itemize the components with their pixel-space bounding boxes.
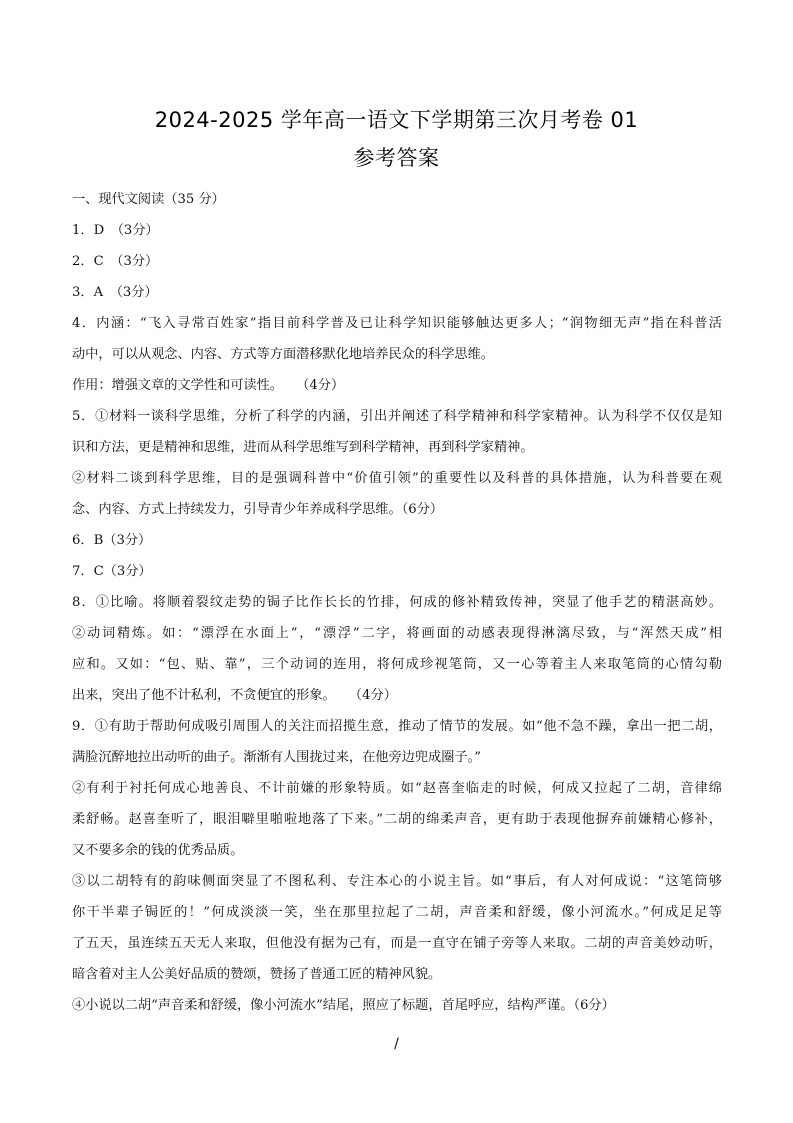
page-footer-mark: / bbox=[394, 1036, 399, 1052]
answer-9-line-6: ③以二胡特有的韵味侧面突显了不图私利、专注本心的小说主旨。如“事后，有人对何成说：“这笔筒够 bbox=[72, 874, 722, 889]
answer-body bbox=[72, 184, 722, 1021]
document-title: 2024-2025 学年高一语文下学期第三次月考卷 01 bbox=[154, 108, 639, 132]
answer-line-1: 1．D （3分） bbox=[72, 223, 159, 238]
answer-9-line-4: 柔舒畅。赵喜奎听了，眼泪噼里啪啦地落了下来。”二胡的绵柔声音，更有助于表现他摒弃前嫌精心修补， bbox=[72, 812, 722, 827]
answer-9-line-9: 暗含着对主人公美好品质的赞颂，赞扬了普通工匠的精神风貌。 bbox=[72, 967, 442, 982]
answer-line-3: 3．A （3分） bbox=[72, 285, 158, 300]
answer-9-line-3: ②有利于衬托何成心地善良、不计前嫌的形象特质。如“赵喜奎临走的时候，何成又拉起了二胡，音律绵 bbox=[72, 781, 722, 796]
answer-8-line-1: 8．①比喻。将顺着裂纹走势的锔子比作长长的竹排，何成的修补精致传神，突显了他手艺的精湛高妙。 bbox=[72, 595, 722, 610]
answer-line-6: 6．B（3分） bbox=[72, 533, 152, 548]
answer-5-line-1: 5．①材料一谈科学思维，分析了科学的内涵，引出并阐述了科学精神和科学家精神。认为科学不仅仅是知 bbox=[72, 409, 722, 424]
answer-4-line-1: 4．内涵：“飞入寻常百姓家”指目前科学普及已让科学知识能够触达更多人；“润物细无声”指在科普活 bbox=[72, 316, 722, 331]
document-subtitle: 参考答案 bbox=[353, 146, 440, 170]
answer-4-line-2: 动中，可以从观念、内容、方式等方面潜移默化地培养民众的科学思维。 bbox=[72, 347, 494, 362]
answer-8-line-4: 出来，突出了他不计私利，不贪便宜的形象。 （4分） bbox=[72, 688, 397, 703]
answer-9-line-2: 满脸沉醉地拉出动听的曲子。渐渐有人围拢过来，在他旁边兜成圈子。” bbox=[72, 750, 481, 765]
answer-5-line-2: 识和方法，更是精神和思维，进而从科学思维写到科学精神，再到科学家精神。 bbox=[72, 440, 534, 455]
answer-9-line-1: 9．①有助于帮助何成吸引周围人的关注而招揽生意，推动了情节的发展。如“他不急不躁，拿出一把二胡， bbox=[72, 719, 722, 734]
answer-5-line-3: ②材料二谈到科学思维，目的是强调科普中“价值引领”的重要性以及科普的具体措施，认为科普要在观 bbox=[72, 471, 722, 486]
answer-9-line-8: 了五天，虽连续五天无人来取，但他没有据为己有，而是一直守在铺子旁等人来取。二胡的声音美妙动听， bbox=[72, 936, 722, 951]
answer-4-line-3: 作用：增强文章的文学性和可读性。 （4分） bbox=[72, 378, 345, 393]
answer-8-line-2: ②动词精炼。如：“漂浮在水面上”，“漂浮”二字，将画面的动感表现得淋漓尽致，与“浑然天成”相 bbox=[72, 626, 722, 641]
section-heading: 一、现代文阅读（35 分） bbox=[72, 192, 225, 207]
answer-9-line-5: 又不要多余的钱的优秀品质。 bbox=[72, 843, 244, 858]
answer-line-7: 7．C（3分） bbox=[72, 564, 152, 579]
answer-9-line-10: ④小说以二胡“声音柔和舒缓，像小河流水”结尾，照应了标题，首尾呼应，结构严谨。（6分） bbox=[72, 998, 615, 1013]
answer-9-line-7: 你干半辈子锔匠的！”何成淡淡一笑，坐在那里拉起了二胡，声音柔和舒缓，像小河流水。”何成足足等 bbox=[72, 905, 722, 920]
answer-line-2: 2．C （3分） bbox=[72, 254, 159, 269]
answer-5-line-4: 念、内容、方式上持续发力，引导青少年养成科学思维。（6分） bbox=[72, 502, 444, 517]
answer-8-line-3: 应和。又如：“包、贴、靠”，三个动词的连用，将何成珍视笔筒，又一心等着主人来取笔筒的心情勾勒 bbox=[72, 657, 722, 672]
